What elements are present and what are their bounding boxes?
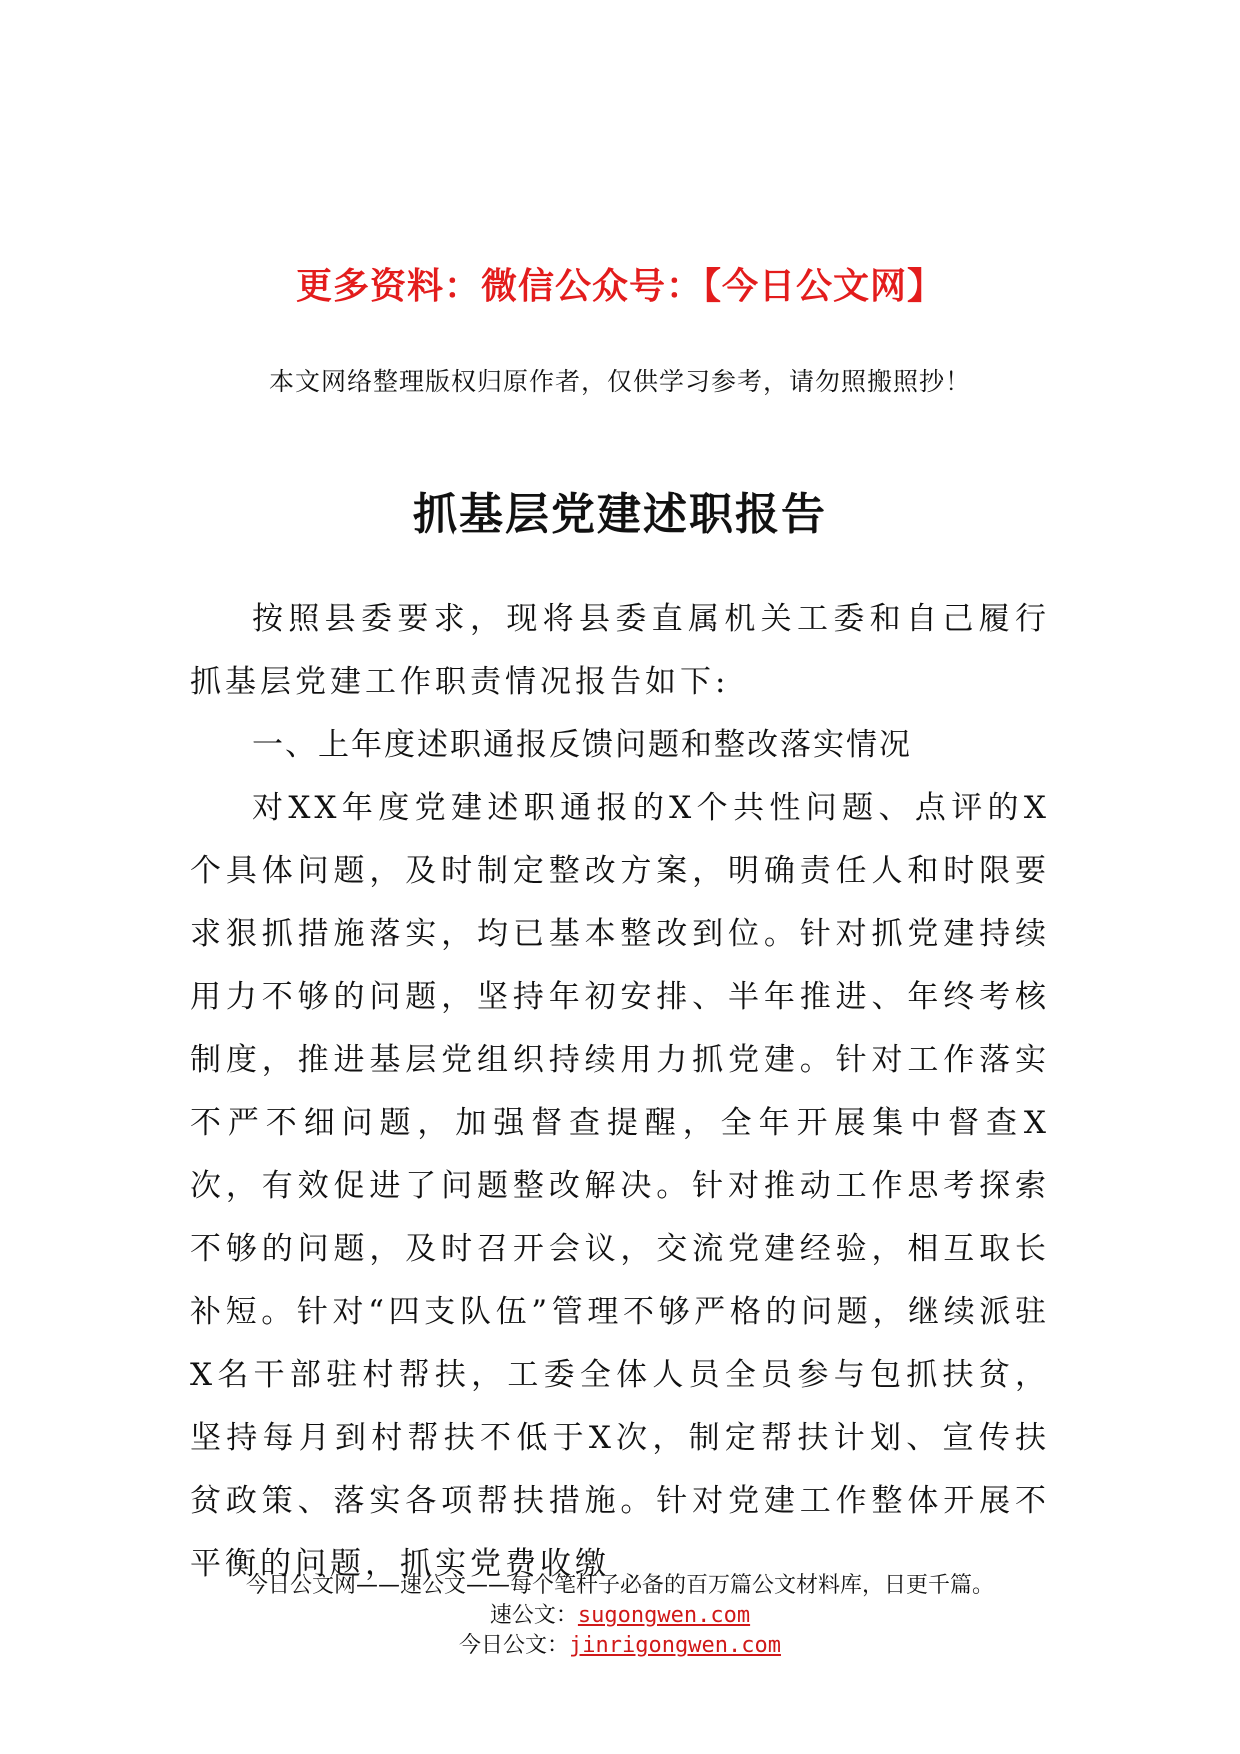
jinrigongwen-link[interactable]: jinrigongwen.com <box>569 1633 781 1658</box>
footer-label-sugongwen: 速公文： <box>489 1603 578 1628</box>
promo-banner: 更多资料：微信公众号：【今日公文网】 <box>295 266 944 307</box>
footer-label-jinrigongwen: 今日公文： <box>459 1633 570 1658</box>
sugongwen-link[interactable]: sugongwen.com <box>577 1603 751 1628</box>
intro-paragraph: 按照县委要求，现将县委直属机关工委和自己履行抓基层党建工作职责情况报告如下: <box>190 601 1050 700</box>
document-body <box>190 588 1050 1596</box>
section-heading: 一、上年度述职通报反馈问题和整改落实情况 <box>252 727 912 763</box>
copyright-note: 本文网络整理版权归原作者，仅供学习参考，请勿照搬照抄！ <box>268 367 971 396</box>
footer-link-row-sugongwen <box>0 1598 1240 1629</box>
section-paragraph: 对XX年度党建述职通报的X个共性问题、点评的X个具体问题，及时制定整改方案，明确责任人和时限要求狠抓措施落实，均已基本整改到位。针对抓党建持续用力不够的问题，坚持年初安排、半年推进、年终考核制度，推进基层党组织持续用力抓党建。针对工作落实不严不细问题，加强督查提醒，全年开展集中督查X次，有效促进了问题整改解决。针对推动工作思考探索不够的问题，及时召开会议，交流党建经验，相互取长补短。针对“四支队伍”管理不够严格的问题，继续派驻X名干部驻村帮扶，工委全体人员全员参与包抓扶贫，坚持每月到村帮扶不低于X次，制定帮扶计划、宣传扶贫政策、落实各项帮扶措施。针对党建工作整体开展不平衡的问题，抓实党费收缴 <box>190 790 1050 1582</box>
document-title: 抓基层党建述职报告 <box>413 489 827 540</box>
footer-slogan: 今日公文网——速公文——每个笔杆子必备的百万篇公文材料库，日更千篇。 <box>245 1573 994 1598</box>
footer-link-row-jinrigongwen <box>0 1628 1240 1659</box>
